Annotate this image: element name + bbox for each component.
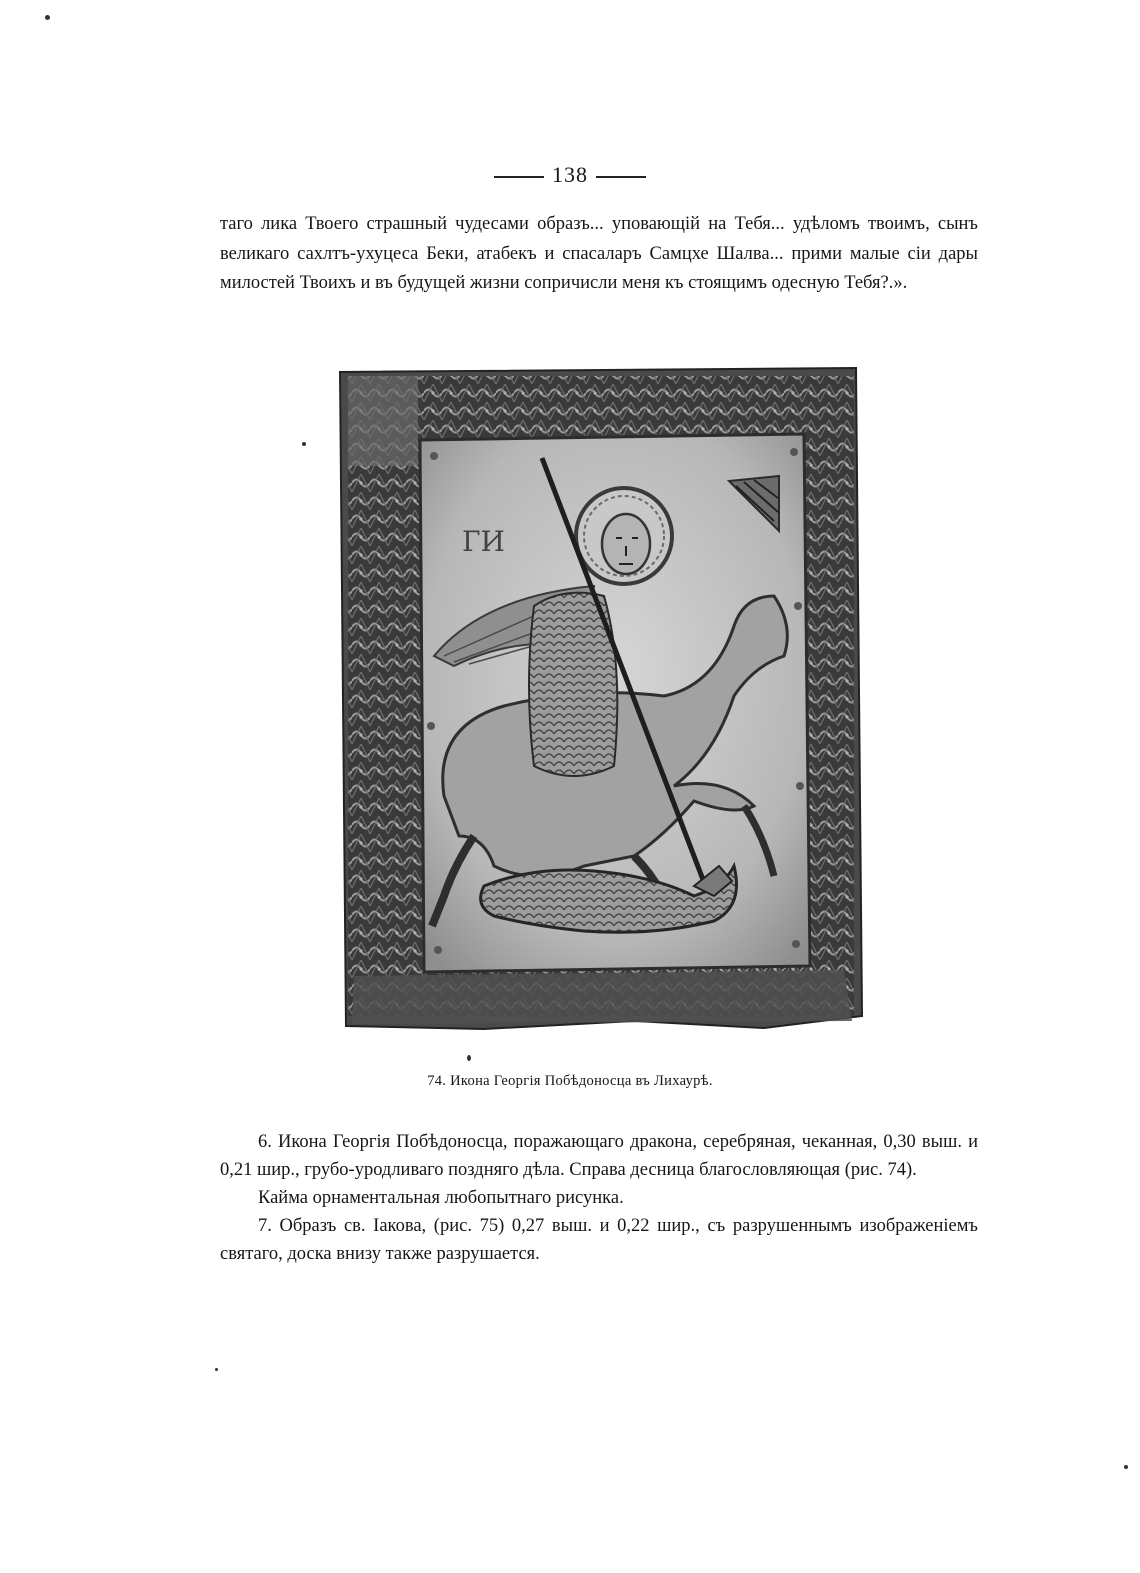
body-paragraphs <box>220 1128 978 1268</box>
speck <box>45 15 50 20</box>
icon-illustration <box>334 366 864 1031</box>
speck <box>302 442 306 446</box>
page-number <box>0 162 1140 188</box>
speck <box>1124 1465 1128 1469</box>
icon-illustration-svg <box>334 366 864 1031</box>
intro-paragraph <box>220 210 978 299</box>
right-rule <box>596 176 646 178</box>
figure-caption: 74. Икона Георгія Побѣдоносца въ Лихаурѣ. <box>427 1073 713 1089</box>
icon-inscription: ГИ <box>462 525 505 558</box>
intro-text: таго лика Твоего страшный чудесами образъ... уповающій на Тебя... удѣломъ твоимъ, сынъ великаго сахлтъ-ухуцеса Беки, атабекъ и спасаларъ Самцхе Шалва... прими малые сіи дары милостей Твоихъ и въ будущей жизни сопричисли меня къ стоящимъ одесную Тебя?.». <box>220 214 978 293</box>
page-number-text: 138 <box>552 162 588 187</box>
speck <box>467 1055 471 1061</box>
speck <box>215 1368 218 1371</box>
left-rule <box>494 176 544 178</box>
paragraph-7: 7. Образъ св. Іакова, (рис. 75) 0,27 выш. и 0,22 шир., съ разрушеннымъ изображеніемъ святаго, доска внизу также разрушается. <box>220 1216 978 1264</box>
paragraph-border: Кайма орнаментальная любопытнаго рисунка. <box>258 1188 624 1208</box>
paragraph-6: 6. Икона Георгія Побѣдоносца, поражающаго дракона, серебряная, чеканная, 0,30 выш. и 0,21 шир., грубо-уродливаго поздняго дѣла. Справа десница благословляющая (рис. 74). <box>220 1132 978 1180</box>
